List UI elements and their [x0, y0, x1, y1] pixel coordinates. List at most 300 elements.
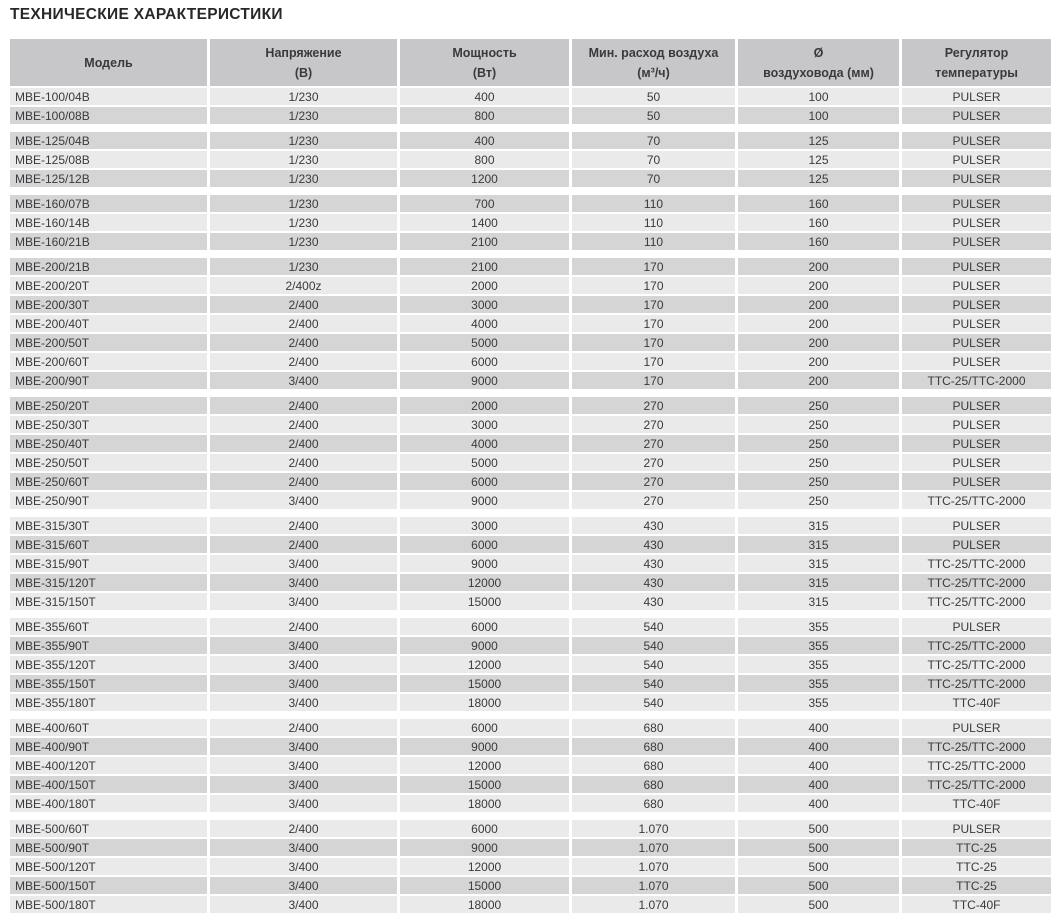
cell-power: 800 [400, 151, 572, 168]
cell-voltage: 3/400 [210, 738, 400, 755]
cell-model: MBE-400/120T [10, 757, 210, 774]
cell-airflow: 50 [572, 107, 738, 124]
cell-diameter: 400 [738, 757, 902, 774]
cell-voltage: 3/400 [210, 593, 400, 610]
table-row [10, 738, 1051, 755]
column-header-label: Модель [84, 55, 133, 70]
cell-model: MBE-125/08B [10, 151, 210, 168]
table-row [10, 233, 1051, 250]
cell-model: MBE-200/40T [10, 315, 210, 332]
cell-diameter: 160 [738, 195, 902, 212]
cell-diameter: 200 [738, 372, 902, 389]
cell-diameter: 250 [738, 397, 902, 414]
cell-regulator: TTC-25/TTC-2000 [902, 757, 1051, 774]
column-header-label: Мин. расход воздуха [588, 45, 719, 60]
cell-regulator: TTC-40F [902, 694, 1051, 711]
group-separator [10, 391, 1051, 395]
cell-regulator: PULSER [902, 719, 1051, 736]
cell-model: MBE-200/30T [10, 296, 210, 313]
cell-airflow: 1.070 [572, 858, 738, 875]
page-title: ТЕХНИЧЕСКИЕ ХАРАКТЕРИСТИКИ [10, 6, 283, 23]
cell-power: 12000 [400, 757, 572, 774]
table-row [10, 719, 1051, 736]
cell-power: 12000 [400, 858, 572, 875]
header-row [10, 39, 1051, 86]
cell-airflow: 50 [572, 88, 738, 105]
cell-voltage: 1/230 [210, 132, 400, 149]
cell-voltage: 2/400 [210, 353, 400, 370]
cell-airflow: 270 [572, 397, 738, 414]
cell-model: MBE-500/120T [10, 858, 210, 875]
cell-model: MBE-200/20T [10, 277, 210, 294]
cell-power: 2100 [400, 233, 572, 250]
cell-model: MBE-160/21B [10, 233, 210, 250]
cell-model: MBE-250/50T [10, 454, 210, 471]
cell-diameter: 355 [738, 618, 902, 635]
cell-regulator: PULSER [902, 132, 1051, 149]
cell-voltage: 1/230 [210, 151, 400, 168]
cell-voltage: 3/400 [210, 858, 400, 875]
cell-power: 3000 [400, 416, 572, 433]
cell-voltage: 2/400 [210, 435, 400, 452]
cell-regulator: TTC-25/TTC-2000 [902, 738, 1051, 755]
table-row [10, 877, 1051, 894]
cell-airflow: 70 [572, 132, 738, 149]
cell-model: MBE-355/150T [10, 675, 210, 692]
cell-voltage: 1/230 [210, 170, 400, 187]
column-header-label: температуры [935, 65, 1018, 80]
cell-power: 9000 [400, 839, 572, 856]
table-row [10, 296, 1051, 313]
cell-voltage: 1/230 [210, 107, 400, 124]
cell-regulator: TTC-25/TTC-2000 [902, 372, 1051, 389]
cell-voltage: 2/400 [210, 517, 400, 534]
table-row [10, 656, 1051, 673]
cell-airflow: 110 [572, 195, 738, 212]
cell-power: 12000 [400, 574, 572, 591]
table-row [10, 820, 1051, 837]
cell-model: MBE-160/07B [10, 195, 210, 212]
cell-regulator: PULSER [902, 454, 1051, 471]
cell-power: 9000 [400, 555, 572, 572]
table-row [10, 574, 1051, 591]
column-header-label: воздуховода (мм) [763, 65, 874, 80]
table-row [10, 372, 1051, 389]
cell-model: MBE-315/90T [10, 555, 210, 572]
cell-diameter: 200 [738, 277, 902, 294]
cell-regulator: PULSER [902, 214, 1051, 231]
cell-power: 6000 [400, 618, 572, 635]
table-row [10, 315, 1051, 332]
cell-airflow: 430 [572, 593, 738, 610]
cell-model: MBE-200/50T [10, 334, 210, 351]
cell-diameter: 160 [738, 214, 902, 231]
cell-voltage: 2/400 [210, 397, 400, 414]
group-separator-cell [10, 612, 1051, 616]
cell-airflow: 1.070 [572, 820, 738, 837]
cell-model: MBE-200/60T [10, 353, 210, 370]
cell-diameter: 315 [738, 555, 902, 572]
cell-model: MBE-355/180T [10, 694, 210, 711]
cell-voltage: 3/400 [210, 574, 400, 591]
column-header-diameter [738, 39, 902, 86]
cell-model: MBE-250/20T [10, 397, 210, 414]
cell-model: MBE-100/04B [10, 88, 210, 105]
cell-voltage: 2/400 [210, 820, 400, 837]
cell-regulator: PULSER [902, 416, 1051, 433]
cell-power: 12000 [400, 656, 572, 673]
cell-diameter: 250 [738, 435, 902, 452]
cell-power: 18000 [400, 694, 572, 711]
diameter-symbol: Ø [813, 45, 824, 60]
cell-voltage: 2/400 [210, 719, 400, 736]
cell-regulator: PULSER [902, 473, 1051, 490]
cell-model: MBE-355/60T [10, 618, 210, 635]
cell-model: MBE-400/180T [10, 795, 210, 812]
cell-power: 400 [400, 88, 572, 105]
cell-voltage: 2/400 [210, 416, 400, 433]
cell-voltage: 1/230 [210, 195, 400, 212]
cell-regulator: TTC-25/TTC-2000 [902, 656, 1051, 673]
cell-airflow: 170 [572, 315, 738, 332]
cell-voltage: 3/400 [210, 555, 400, 572]
cell-airflow: 170 [572, 296, 738, 313]
cell-airflow: 170 [572, 258, 738, 275]
cell-diameter: 125 [738, 170, 902, 187]
cell-voltage: 2/400 [210, 454, 400, 471]
cell-airflow: 430 [572, 574, 738, 591]
table-row [10, 694, 1051, 711]
cell-voltage: 3/400 [210, 877, 400, 894]
cell-airflow: 430 [572, 517, 738, 534]
group-separator [10, 252, 1051, 256]
cell-power: 9000 [400, 637, 572, 654]
cell-diameter: 500 [738, 858, 902, 875]
cell-regulator: PULSER [902, 353, 1051, 370]
cell-diameter: 355 [738, 675, 902, 692]
cell-regulator: PULSER [902, 315, 1051, 332]
cell-power: 9000 [400, 492, 572, 509]
group-separator-cell [10, 713, 1051, 717]
cell-model: MBE-500/60T [10, 820, 210, 837]
cell-power: 4000 [400, 435, 572, 452]
table-row [10, 492, 1051, 509]
cell-power: 1200 [400, 170, 572, 187]
cell-model: MBE-315/120T [10, 574, 210, 591]
cell-regulator: PULSER [902, 517, 1051, 534]
cell-regulator: PULSER [902, 88, 1051, 105]
cell-diameter: 250 [738, 492, 902, 509]
cell-airflow: 270 [572, 435, 738, 452]
cell-diameter: 355 [738, 694, 902, 711]
cell-regulator: TTC-25/TTC-2000 [902, 776, 1051, 793]
cell-regulator: PULSER [902, 618, 1051, 635]
table-row [10, 454, 1051, 471]
cell-model: MBE-400/90T [10, 738, 210, 755]
group-separator [10, 612, 1051, 616]
cell-diameter: 355 [738, 637, 902, 654]
cell-power: 15000 [400, 675, 572, 692]
cell-regulator: PULSER [902, 258, 1051, 275]
cell-regulator: TTC-25 [902, 858, 1051, 875]
cell-power: 4000 [400, 315, 572, 332]
cell-airflow: 430 [572, 536, 738, 553]
cell-model: MBE-250/90T [10, 492, 210, 509]
cell-model: MBE-500/150T [10, 877, 210, 894]
table-row [10, 353, 1051, 370]
cell-power: 6000 [400, 536, 572, 553]
table-row [10, 776, 1051, 793]
cell-airflow: 1.070 [572, 839, 738, 856]
cell-power: 2000 [400, 397, 572, 414]
cell-airflow: 540 [572, 656, 738, 673]
column-header-label: Регулятор [944, 45, 1009, 60]
cell-airflow: 540 [572, 694, 738, 711]
column-header-label: Напряжение [265, 45, 342, 60]
group-separator [10, 126, 1051, 130]
cell-diameter: 100 [738, 88, 902, 105]
table-row [10, 896, 1051, 913]
cell-airflow: 270 [572, 473, 738, 490]
cell-regulator: TTC-25/TTC-2000 [902, 555, 1051, 572]
table-row [10, 593, 1051, 610]
cell-model: MBE-100/08B [10, 107, 210, 124]
cell-voltage: 3/400 [210, 694, 400, 711]
cell-regulator: TTC-25/TTC-2000 [902, 593, 1051, 610]
cell-model: MBE-355/90T [10, 637, 210, 654]
cell-regulator: PULSER [902, 107, 1051, 124]
cell-diameter: 315 [738, 574, 902, 591]
table-row [10, 555, 1051, 572]
cell-voltage: 3/400 [210, 839, 400, 856]
column-header-voltage [210, 39, 400, 86]
cell-airflow: 680 [572, 795, 738, 812]
table-row [10, 334, 1051, 351]
table-row [10, 170, 1051, 187]
cell-diameter: 315 [738, 517, 902, 534]
cell-model: MBE-250/40T [10, 435, 210, 452]
table-row [10, 637, 1051, 654]
cell-power: 800 [400, 107, 572, 124]
cell-diameter: 200 [738, 315, 902, 332]
cell-regulator: TTC-25 [902, 839, 1051, 856]
table-row [10, 618, 1051, 635]
cell-regulator: PULSER [902, 170, 1051, 187]
cell-voltage: 1/230 [210, 214, 400, 231]
group-separator [10, 511, 1051, 515]
cell-voltage: 3/400 [210, 492, 400, 509]
cell-diameter: 355 [738, 656, 902, 673]
group-separator-cell [10, 252, 1051, 256]
cell-regulator: PULSER [902, 334, 1051, 351]
table-row [10, 88, 1051, 105]
cell-model: MBE-160/14B [10, 214, 210, 231]
cell-diameter: 250 [738, 454, 902, 471]
cell-diameter: 200 [738, 353, 902, 370]
cell-airflow: 270 [572, 454, 738, 471]
cell-diameter: 160 [738, 233, 902, 250]
table-row [10, 536, 1051, 553]
table-row [10, 132, 1051, 149]
table-row [10, 107, 1051, 124]
cell-airflow: 540 [572, 675, 738, 692]
cell-regulator: PULSER [902, 536, 1051, 553]
cell-power: 5000 [400, 454, 572, 471]
cell-regulator: PULSER [902, 277, 1051, 294]
cell-regulator: PULSER [902, 151, 1051, 168]
group-separator-cell [10, 126, 1051, 130]
cell-airflow: 110 [572, 233, 738, 250]
cell-power: 3000 [400, 296, 572, 313]
cell-airflow: 270 [572, 416, 738, 433]
cell-model: MBE-355/120T [10, 656, 210, 673]
cell-voltage: 2/400 [210, 473, 400, 490]
cell-airflow: 540 [572, 637, 738, 654]
cell-diameter: 500 [738, 820, 902, 837]
cell-model: MBE-125/04B [10, 132, 210, 149]
cell-voltage: 3/400 [210, 372, 400, 389]
cell-power: 2100 [400, 258, 572, 275]
cell-diameter: 500 [738, 896, 902, 913]
cell-power: 15000 [400, 877, 572, 894]
table-row [10, 416, 1051, 433]
cell-airflow: 170 [572, 277, 738, 294]
cell-diameter: 200 [738, 258, 902, 275]
column-header-label: (В) [294, 65, 313, 80]
cell-model: MBE-315/60T [10, 536, 210, 553]
cell-power: 5000 [400, 334, 572, 351]
column-header-model [10, 39, 210, 86]
cell-voltage: 2/400 [210, 334, 400, 351]
cell-diameter: 100 [738, 107, 902, 124]
cell-model: MBE-200/21B [10, 258, 210, 275]
cell-airflow: 170 [572, 334, 738, 351]
cell-regulator: TTC-25/TTC-2000 [902, 637, 1051, 654]
table-row [10, 397, 1051, 414]
cell-regulator: PULSER [902, 233, 1051, 250]
cell-model: MBE-400/60T [10, 719, 210, 736]
cell-power: 400 [400, 132, 572, 149]
cell-regulator: TTC-25/TTC-2000 [902, 574, 1051, 591]
cell-regulator: PULSER [902, 435, 1051, 452]
cell-model: MBE-315/150T [10, 593, 210, 610]
cell-diameter: 400 [738, 738, 902, 755]
table-row [10, 757, 1051, 774]
cell-airflow: 680 [572, 719, 738, 736]
cell-diameter: 200 [738, 296, 902, 313]
cell-airflow: 270 [572, 492, 738, 509]
cell-power: 6000 [400, 820, 572, 837]
cell-airflow: 170 [572, 353, 738, 370]
table-body [10, 88, 1051, 913]
cell-regulator: PULSER [902, 397, 1051, 414]
cell-airflow: 430 [572, 555, 738, 572]
cell-power: 6000 [400, 719, 572, 736]
cell-regulator: TTC-40F [902, 896, 1051, 913]
cell-power: 6000 [400, 353, 572, 370]
cell-power: 9000 [400, 738, 572, 755]
table-row [10, 517, 1051, 534]
cell-voltage: 3/400 [210, 795, 400, 812]
cell-model: MBE-400/150T [10, 776, 210, 793]
cell-power: 9000 [400, 372, 572, 389]
cell-regulator: TTC-25/TTC-2000 [902, 492, 1051, 509]
group-separator-cell [10, 391, 1051, 395]
cell-voltage: 3/400 [210, 656, 400, 673]
table-row [10, 195, 1051, 212]
table-row [10, 214, 1051, 231]
cell-power: 1400 [400, 214, 572, 231]
cell-model: MBE-125/12B [10, 170, 210, 187]
cell-diameter: 400 [738, 795, 902, 812]
cell-airflow: 680 [572, 757, 738, 774]
cell-model: MBE-315/30T [10, 517, 210, 534]
cell-diameter: 500 [738, 839, 902, 856]
cell-regulator: PULSER [902, 296, 1051, 313]
cell-airflow: 1.070 [572, 896, 738, 913]
cell-diameter: 250 [738, 416, 902, 433]
cell-diameter: 200 [738, 334, 902, 351]
column-header-label: Мощность [452, 45, 517, 60]
cell-diameter: 125 [738, 151, 902, 168]
cell-diameter: 315 [738, 593, 902, 610]
column-header-regulator [902, 39, 1051, 86]
group-separator-cell [10, 189, 1051, 193]
cell-voltage: 2/400 [210, 296, 400, 313]
group-separator [10, 713, 1051, 717]
table-row [10, 151, 1051, 168]
cell-voltage: 3/400 [210, 896, 400, 913]
cell-airflow: 680 [572, 738, 738, 755]
cell-power: 15000 [400, 593, 572, 610]
cell-voltage: 3/400 [210, 675, 400, 692]
cell-model: MBE-250/60T [10, 473, 210, 490]
table-row [10, 435, 1051, 452]
cell-model: MBE-200/90T [10, 372, 210, 389]
cell-airflow: 70 [572, 170, 738, 187]
group-separator-cell [10, 511, 1051, 515]
cell-voltage: 2/400 [210, 618, 400, 635]
cell-airflow: 1.070 [572, 877, 738, 894]
cell-voltage: 1/230 [210, 233, 400, 250]
cell-diameter: 250 [738, 473, 902, 490]
table-row [10, 258, 1051, 275]
cell-diameter: 500 [738, 877, 902, 894]
cell-regulator: TTC-25/TTC-2000 [902, 675, 1051, 692]
specs-table [10, 37, 1051, 915]
cell-airflow: 70 [572, 151, 738, 168]
cell-voltage: 3/400 [210, 637, 400, 654]
cell-voltage: 2/400z [210, 277, 400, 294]
cell-voltage: 1/230 [210, 258, 400, 275]
cell-power: 18000 [400, 795, 572, 812]
cell-power: 18000 [400, 896, 572, 913]
cell-diameter: 315 [738, 536, 902, 553]
column-header-label: (Вт) [472, 65, 497, 80]
cell-voltage: 3/400 [210, 776, 400, 793]
cell-airflow: 680 [572, 776, 738, 793]
cell-power: 15000 [400, 776, 572, 793]
cell-voltage: 3/400 [210, 757, 400, 774]
cell-diameter: 125 [738, 132, 902, 149]
group-separator [10, 814, 1051, 818]
table-row [10, 675, 1051, 692]
column-header-power [400, 39, 572, 86]
column-header-label: (м³/ч) [637, 65, 670, 80]
cell-airflow: 110 [572, 214, 738, 231]
table-row [10, 473, 1051, 490]
cell-model: MBE-500/90T [10, 839, 210, 856]
